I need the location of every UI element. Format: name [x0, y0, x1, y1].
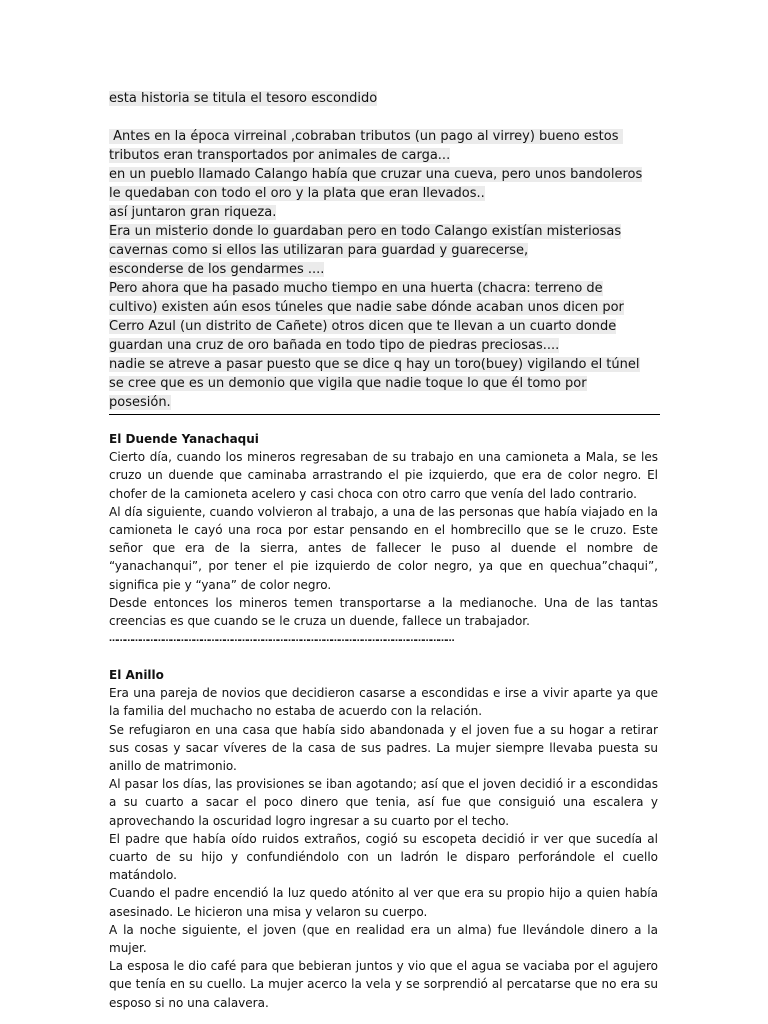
- paragraph: La esposa le dio café para que bebieran juntos y vio que el agua se vaciaba por el agujero que tenía en su cuello. La mujer acerco la vela y se sorprendió al percatarse que no era su esposo si no una calavera.: [109, 959, 658, 1010]
- story-el-anillo: [109, 666, 658, 1012]
- story-duende-yanachaqui: [109, 430, 658, 648]
- paragraph: Cuando el padre encendió la luz quedo atónito al ver que era su propio hijo a quien había asesinado. Le hicieron una misa y velaron su cuerpo.: [109, 886, 658, 919]
- story-tesoro-escondido: [109, 89, 649, 412]
- story-title: El Duende Yanachaqui: [109, 432, 259, 446]
- paragraph: en un pueblo llamado Calango había que cruzar una cueva, pero unos bandoleros le quedaban con todo el oro y la plata que eran llevados..: [109, 167, 643, 201]
- story-title: El Anillo: [109, 668, 164, 682]
- paragraph: El padre que había oído ruidos extraños, cogió su escopeta decidió ir ver que sucedía al cuarto de su hijo y confundiéndolo con un ladrón le disparo perforándole el cuello matándolo.: [109, 831, 658, 883]
- paragraph: Al pasar los días, las provisiones se iban agotando; así que el joven decidió ir a escondidas a su cuarto a sacar el poco dinero que tenia, así fue que consiguió una escalera y aprovechando la oscuridad logro ingresar a su cuarto por el techo.: [109, 777, 658, 828]
- paragraph: Era un misterio donde lo guardaban pero en todo Calango existían misteriosas cavernas como si ellos las utilizaran para guardad y guarecerse,: [109, 224, 622, 258]
- section-divider: [109, 414, 660, 415]
- paragraph: Se refugiaron en una casa que había sido abandonada y el joven fue a su hogar a retirar sus cosas y sacar víveres de la casa de sus padres. La mujer siempre llevaba puesta su anillo de matrimonio.: [109, 722, 658, 774]
- paragraph-gap: [109, 108, 649, 127]
- paragraph: esconderse de los gendarmes ....: [109, 262, 325, 277]
- paragraph: así juntaron gran riqueza.: [109, 205, 277, 220]
- paragraph: Cierto día, cuando los mineros regresaban de su trabajo en una camioneta a Mala, se les cruzo un duende que caminaba arrastrando el pie izquierdo, que era de color negro. El chofer de la camioneta acelero y casi choca con otro carro que venía del lado contrario.: [109, 450, 658, 501]
- paragraph: nadie se atreve a pasar puesto que se dice q hay un toro(buey) vigilando el túnel se cree que es un demonio que vigila que nadie toque lo que él tomo por posesión.: [109, 357, 640, 410]
- paragraph: Al día siguiente, cuando volvieron al trabajo, a una de las personas que había viajado en la camioneta le cayó una roca por estar pensando en el hombrecillo que se le cruzo. Este señor que era de la sierra, antes de fallecer le puso al duende el nombre de “yanachanqui”, por tener el pie izquierdo de color negro, ya que en quechua”chaqui”, significa pie y “yana” de color negro.: [109, 504, 658, 592]
- paragraph: Pero ahora que ha pasado mucho tiempo en una huerta (chacra: terreno de cultivo) existen aún esos túneles que nadie sabe dónde acaban unos dicen por Cerro Azul (un distrito de Cañete) otros dicen que te llevan a un cuarto donde guardan una cruz de oro bañada en todo tipo de piedras preciosas....: [109, 281, 624, 353]
- paragraph: Antes en la época virreinal ,cobraban tributos (un pago al virrey) bueno estos tributos eran transportados por animales de carga...: [109, 129, 623, 163]
- paragraph: Desde entonces los mineros temen transportarse a la medianoche. Una de las tantas creencias es que cuando se le cruza un duende, fallece un trabajador.: [109, 595, 658, 629]
- paragraph: A la noche siguiente, el joven (que en realidad era un alma) fue llevándole dinero a la mujer.: [109, 922, 658, 956]
- paragraph: Era una pareja de novios que decidieron casarse a escondidas e irse a vivir aparte ya que la familia del muchacho no estaba de acuerdo con la relación.: [109, 686, 658, 719]
- dotted-separator: ………………………………………………………………………………………………………………………: [109, 634, 454, 645]
- story-title: esta historia se titula el tesoro escondido: [109, 91, 378, 106]
